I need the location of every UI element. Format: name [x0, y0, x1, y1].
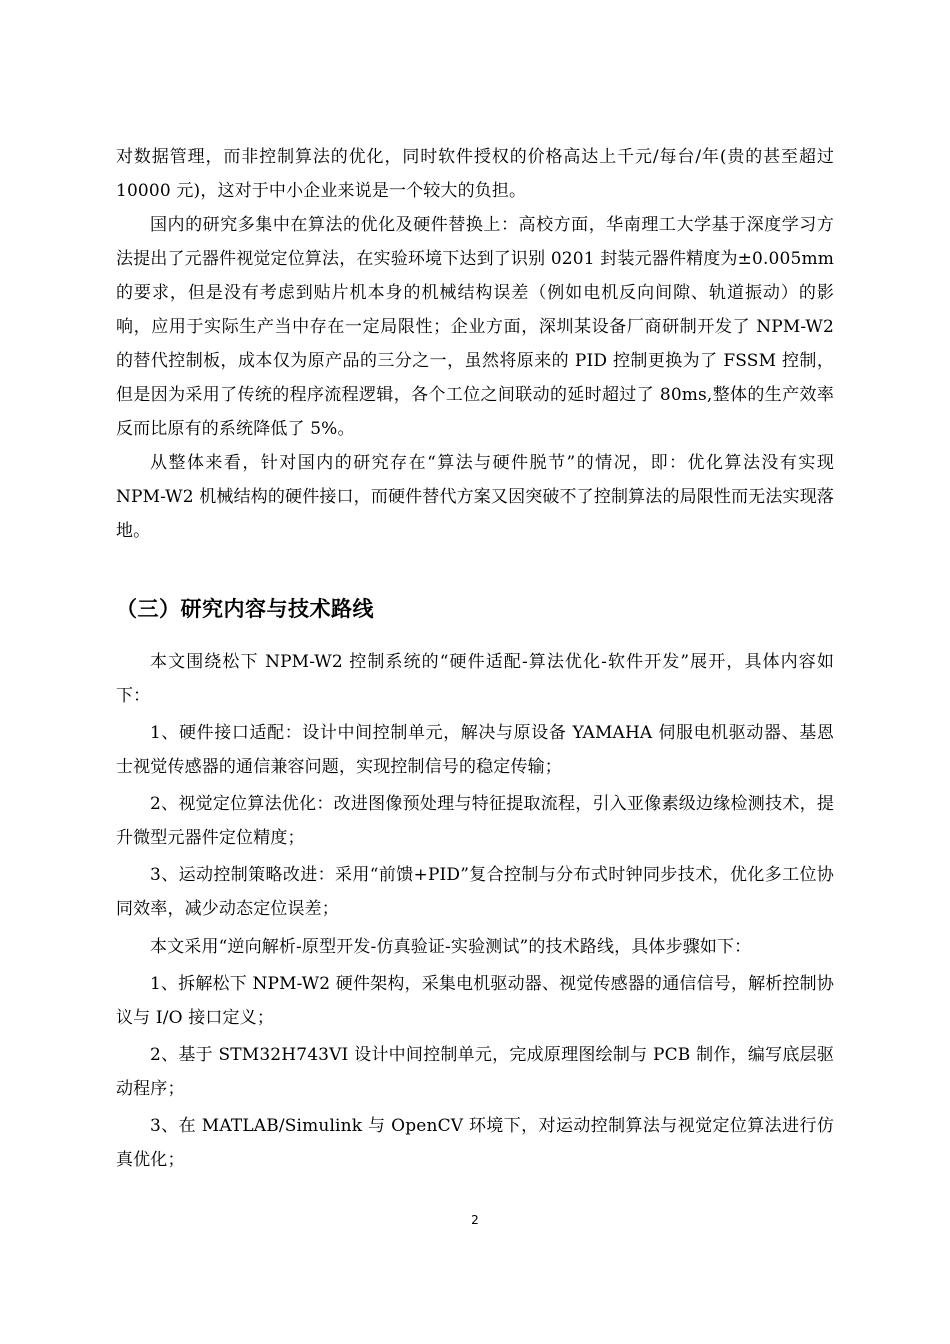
- paragraph-software-license-cost: 对数据管理，而非控制算法的优化，同时软件授权的价格高达上千元/每台/年(贵的甚至超过 10000 元)，这对于中小企业来说是一个较大的负担。: [116, 147, 834, 201]
- research-item-motion: 3、运动控制策略改进：采用“前馈+PID”复合控制与分布式时钟同步技术，优化多工位协同效率，减少动态定位误差；: [116, 865, 834, 919]
- page-body: [116, 140, 834, 1177]
- page-number: 2: [471, 1213, 479, 1227]
- route-step-stm32: 2、基于 STM32H743VI 设计中间控制单元，完成原理图绘制与 PCB 制作，编写底层驱动程序；: [116, 1045, 834, 1099]
- paragraph-overall-view: 从整体来看，针对国内的研究存在“算法与硬件脱节”的情况，即：优化算法没有实现 NPM-W2 机械结构的硬件接口，而硬件替代方案又因突破不了控制算法的局限性而无法实现落地。: [116, 453, 834, 541]
- section-heading: （三）研究内容与技术路线: [116, 597, 374, 621]
- route-step-disassemble: 1、拆解松下 NPM-W2 硬件架构，采集电机驱动器、视觉传感器的通信信号，解析控制协议与 I/O 接口定义；: [116, 974, 834, 1028]
- research-item-vision: 2、视觉定位算法优化：改进图像预处理与特征提取流程，引入亚像素级边缘检测技术，提升微型元器件定位精度；: [116, 794, 834, 848]
- route-step-simulation: 3、在 MATLAB/Simulink 与 OpenCV 环境下，对运动控制算法与视觉定位算法进行仿真优化；: [116, 1116, 834, 1170]
- paragraph-research-intro: 本文围绕松下 NPM-W2 控制系统的“硬件适配-算法优化-软件开发”展开，具体内容如下：: [116, 652, 834, 706]
- paragraph-domestic-research: 国内的研究多集中在算法的优化及硬件替换上：高校方面，华南理工大学基于深度学习方法提出了元器件视觉定位算法，在实验环境下达到了识别 0201 封装元器件精度为±0.005mm 的要求，但是没有考虑到贴片机本身的机械结构误差（例如电机反向间隙、轨道振动）的影响，应用于实际生产当中存在一定局限性；企业方面，深圳某设备厂商研制开发了 NPM-W2 的替代控制板，成本仅为原产品的三分之一，虽然将原来的 PID 控制更换为了 FSSM 控制，但是因为采用了传统的程序流程逻辑，各个工位之间联动的延时超过了 80ms,整体的生产效率反而比原有的系统降低了 5%。: [116, 215, 834, 439]
- research-item-hardware: 1、硬件接口适配：设计中间控制单元，解决与原设备 YAMAHA 伺服电机驱动器、基恩士视觉传感器的通信兼容问题，实现控制信号的稳定传输；: [116, 723, 834, 777]
- paragraph-route-intro: 本文采用“逆向解析-原型开发-仿真验证-实验测试”的技术路线，具体步骤如下：: [150, 937, 752, 957]
